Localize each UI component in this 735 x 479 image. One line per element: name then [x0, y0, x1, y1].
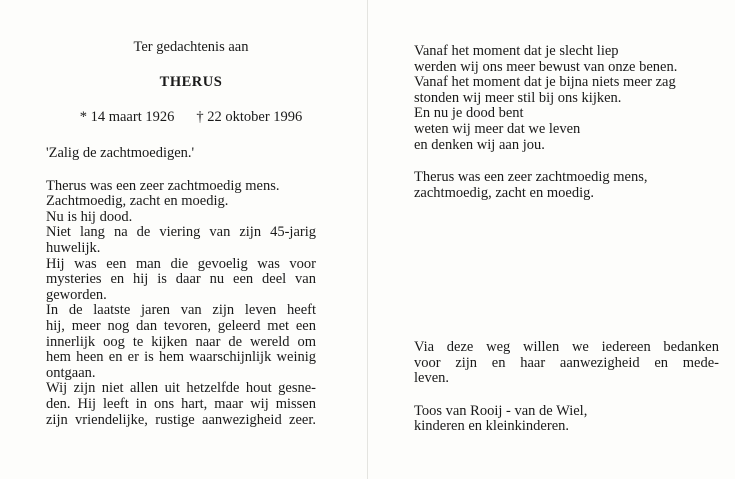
eulogy-line: Niet lang na de viering van zijn 45-jarig — [46, 224, 316, 241]
death-date: † 22 oktober 1996 — [196, 109, 303, 125]
quote: 'Zalig de zachtmoedigen.' — [46, 145, 195, 161]
eulogy-line: mysteries en hij is daar nu een deel van — [46, 271, 316, 288]
poem-line: en denken wij aan jou. — [414, 136, 545, 153]
eulogy-line: ontgaan. — [46, 364, 96, 381]
eulogy-line: zijn vriendelijke, rustige aanwezigheid zeer. — [46, 411, 316, 428]
deceased-name: THERUS — [159, 74, 223, 90]
summary-line: Therus was een zeer zachtmoedig mens, — [414, 169, 648, 186]
card-fold-line — [367, 0, 368, 479]
left-panel — [46, 38, 316, 428]
eulogy-line: innerlijk oog te kijken naar de wereld om — [46, 333, 316, 350]
thanks-line: leven. — [414, 370, 450, 387]
signature-line: kinderen en kleinkinderen. — [414, 418, 570, 435]
eulogy-line: Therus was een zeer zachtmoedig mens. — [46, 177, 280, 194]
eulogy-text — [46, 179, 316, 429]
life-dates — [66, 109, 316, 126]
eulogy-line: In de laatste jaren van zijn leven heeft — [46, 302, 316, 319]
eulogy-line: den. Hij leeft in ons hart, maar wij missen — [46, 395, 316, 412]
summary-line: zachtmoedig, zacht en moedig. — [414, 184, 594, 201]
poem-line: stonden wij meer stil bij ons kijken. — [414, 89, 622, 106]
poem-line: Vanaf het moment dat je slecht liep — [414, 43, 619, 59]
eulogy-line: Nu is hij dood. — [46, 208, 133, 225]
summary-text — [414, 170, 719, 201]
eulogy-line: hij, meer nog dan tevoren, geleerd met een — [46, 317, 316, 334]
poem-line: werden wij ons meer bewust van onze benen. — [414, 58, 678, 75]
eulogy-line: huwelijk. — [46, 239, 101, 256]
eulogy-line: hem heen en er is hem waarschijnlijk weinig — [46, 349, 316, 366]
poem-line: En nu je dood bent — [414, 105, 524, 122]
memorial-intro: Ter gedachtenis aan — [133, 39, 249, 55]
eulogy-line: geworden. — [46, 286, 107, 303]
thanks-text — [414, 340, 719, 387]
eulogy-line: Hij was een man die gevoelig was voor — [46, 255, 316, 272]
thanks-line: voor zijn en haar aanwezigheid en mede- — [414, 354, 719, 371]
eulogy-line: Wij zijn niet allen uit hetzelfde hout gesne- — [46, 380, 316, 397]
birth-date: * 14 maart 1926 — [79, 109, 175, 125]
poem-line: weten wij meer dat we leven — [414, 120, 581, 137]
poem — [414, 44, 719, 153]
eulogy-line: Zachtmoedig, zacht en moedig. — [46, 193, 229, 210]
thanks-line: Via deze weg willen we iedereen bedanken — [414, 339, 719, 355]
poem-line: Vanaf het moment dat je bijna niets meer zag — [414, 74, 676, 91]
signature — [414, 404, 719, 435]
signature-line: Toos van Rooij - van de Wiel, — [414, 402, 588, 419]
thanks-section — [414, 340, 719, 435]
right-panel — [414, 44, 719, 201]
